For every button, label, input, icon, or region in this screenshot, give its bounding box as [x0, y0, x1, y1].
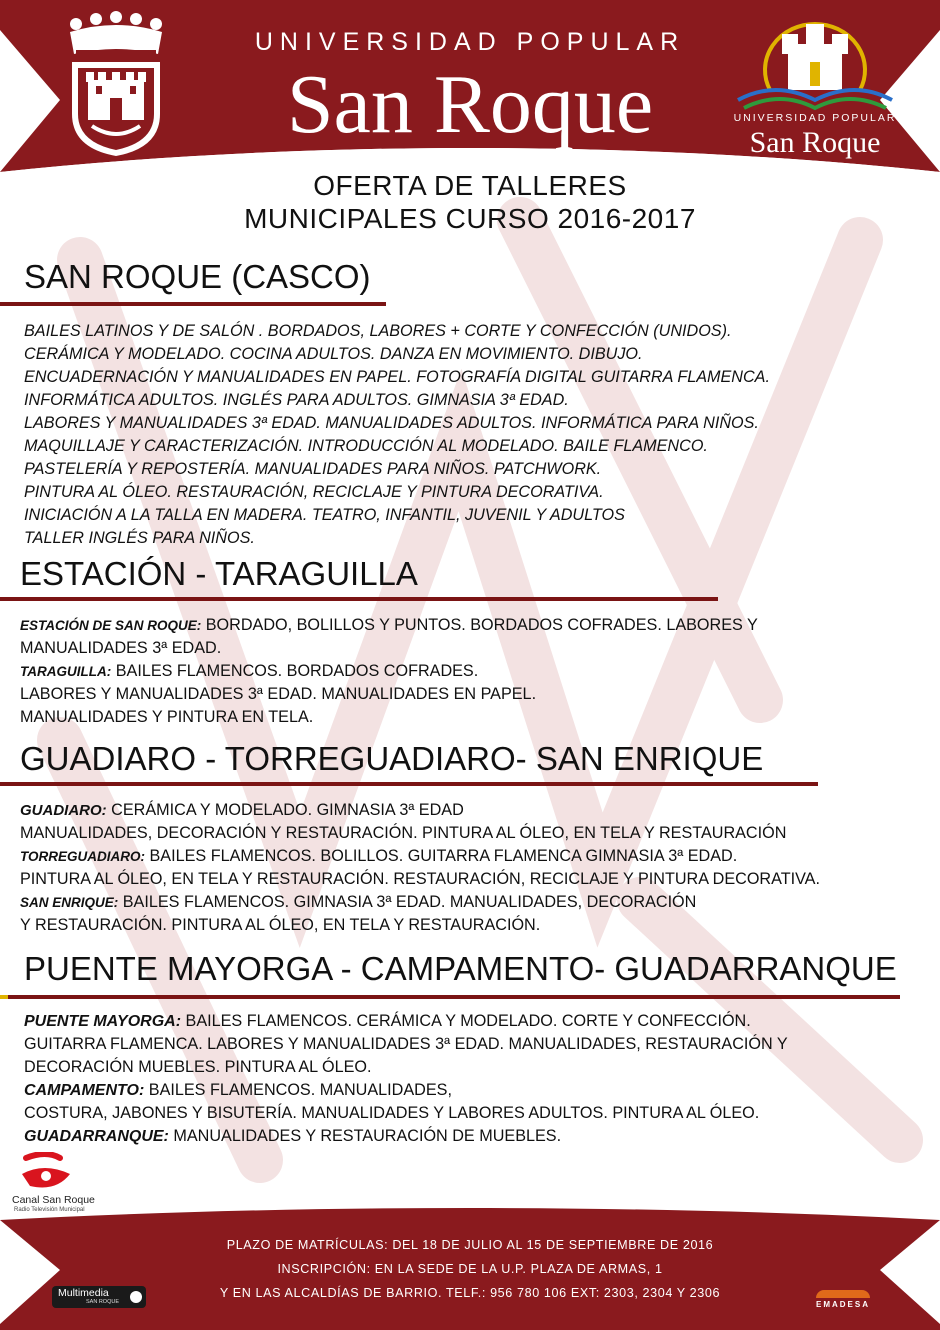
canal-san-roque-name: Canal San Roque [12, 1194, 95, 1206]
footer-contact: Y EN LAS ALCALDÍAS DE BARRIO. TELF.: 956 780 106 EXT: 2303, 2304 Y 2306 [219, 1286, 721, 1300]
section-title-estacion: ESTACIÓN - TARAGUILLA [20, 555, 418, 592]
workshop-text: CERÁMICA Y MODELADO. GIMNASIA 3ª EDAD [106, 801, 464, 819]
workshop-text: BAILES FLAMENCOS. CERÁMICA Y MODELADO. CORTE Y CONFECCIÓN. [181, 1012, 751, 1030]
guadiaro-workshops [20, 799, 930, 937]
section-title-puente-mayorga: PUENTE MAYORGA - CAMPAMENTO- GUADARRANQUE [24, 950, 897, 987]
location-label: TARAGUILLA: [20, 664, 112, 679]
workshop-text: BAILES FLAMENCOS. MANUALIDADES, [144, 1081, 452, 1099]
workshop-text: COSTURA, JABONES Y BISUTERÍA. MANUALIDADES Y LABORES ADULTOS. PINTURA AL ÓLEO. [24, 1104, 760, 1122]
workshop-text: MANUALIDADES Y RESTAURACIÓN DE MUEBLES. [168, 1127, 562, 1145]
rule-accent [0, 995, 8, 999]
workshop-text: BAILES FLAMENCOS. GIMNASIA 3ª EDAD. MANUALIDADES, DECORACIÓN [118, 893, 697, 911]
multimedia-sub: SAN ROQUE [86, 1299, 120, 1305]
section-rule [0, 597, 718, 601]
emadesa-sun-icon [816, 1290, 870, 1298]
section-rule [0, 995, 900, 999]
workshop-text: PINTURA AL ÓLEO, EN TELA Y RESTAURACIÓN. RESTAURACIÓN, RECICLAJE Y PINTURA DECORATIVA. [20, 870, 820, 888]
workshop-line: TALLER INGLÉS PARA NIÑOS. [24, 529, 255, 547]
logo-subtitle: UNIVERSIDAD POPULAR [733, 112, 897, 124]
workshop-line: CERÁMICA Y MODELADO. COCINA ADULTOS. DANZA EN MOVIMIENTO. DIBUJO. [24, 345, 643, 363]
location-label: PUENTE MAYORGA: [24, 1013, 182, 1030]
section-title-guadiaro: GUADIARO - TORREGUADIARO- SAN ENRIQUE [20, 740, 764, 777]
section-title-san-roque: SAN ROQUE (CASCO) [24, 258, 371, 295]
location-label: CAMPAMENTO: [24, 1082, 145, 1099]
coat-of-arms-icon [62, 10, 170, 160]
workshop-text: MANUALIDADES, DECORACIÓN Y RESTAURACIÓN. PINTURA AL ÓLEO, EN TELA Y RESTAURACIÓN [20, 824, 787, 842]
workshop-text: GUITARRA FLAMENCA. LABORES Y MANUALIDADES 3ª EDAD. MANUALIDADES, RESTAURACIÓN Y [24, 1035, 788, 1053]
town-title: San Roque [286, 58, 654, 151]
puente-mayorga-workshops [24, 1010, 924, 1148]
workshop-text: MANUALIDADES 3ª EDAD. [20, 639, 222, 657]
footer-enrollment-dates: PLAZO DE MATRÍCULAS: DEL 18 DE JULIO AL 15 DE SEPTIEMBRE DE 2016 [226, 1238, 714, 1252]
workshop-text: BAILES FLAMENCOS. BORDADOS COFRADES. [111, 662, 479, 680]
workshop-line: MAQUILLAJE Y CARACTERIZACIÓN. INTRODUCCIÓN AL MODELADO. BAILE FLAMENCO. [24, 437, 708, 455]
workshop-text: BAILES FLAMENCOS. BOLILLOS. GUITARRA FLAMENCA GIMNASIA 3ª EDAD. [145, 847, 738, 865]
workshop-line: LABORES Y MANUALIDADES 3ª EDAD. MANUALIDADES ADULTOS. INFORMÁTICA PARA NIÑOS. [24, 414, 759, 432]
multimedia-swirl-icon [130, 1291, 142, 1303]
workshop-line: ENCUADERNACIÓN Y MANUALIDADES EN PAPEL. FOTOGRAFÍA DIGITAL GUITARRA FLAMENCA. [24, 368, 770, 386]
workshop-text: Y RESTAURACIÓN. PINTURA AL ÓLEO, EN TELA Y RESTAURACIÓN. [20, 916, 541, 934]
san-roque-workshops [24, 320, 924, 550]
logo-title: San Roque [749, 126, 881, 159]
location-label: GUADIARO: [20, 802, 107, 819]
workshop-text: DECORACIÓN MUEBLES. PINTURA AL ÓLEO. [24, 1058, 372, 1076]
multimedia-label: Multimedia [58, 1287, 109, 1299]
multimedia-logo [52, 1286, 146, 1308]
workshop-text: LABORES Y MANUALIDADES 3ª EDAD. MANUALIDADES EN PAPEL. [20, 685, 537, 703]
offer-title-line2: MUNICIPALES CURSO 2016-2017 [244, 203, 696, 234]
canal-san-roque-sub: Radio Televisión Municipal [14, 1207, 85, 1213]
estacion-workshops [20, 614, 920, 729]
workshop-line: PINTURA AL ÓLEO. RESTAURACIÓN, RECICLAJE Y PINTURA DECORATIVA. [24, 483, 604, 501]
location-label: SAN ENRIQUE: [20, 895, 119, 910]
section-rule [0, 782, 818, 786]
workshop-line: INFORMÁTICA ADULTOS. INGLÉS PARA ADULTOS. GIMNASIA 3ª EDAD. [24, 391, 569, 409]
org-line: UNIVERSIDAD POPULAR [254, 28, 686, 56]
emadesa-logo [806, 1290, 880, 1314]
footer-inscription: INSCRIPCIÓN: EN LA SEDE DE LA U.P. PLAZA DE ARMAS, 1 [277, 1262, 663, 1276]
workshop-line: INICIACIÓN A LA TALLA EN MADERA. TEATRO, INFANTIL, JUVENIL Y ADULTOS [24, 506, 625, 524]
section-rule [0, 302, 386, 306]
location-label: ESTACIÓN DE SAN ROQUE: [20, 618, 202, 633]
canal-san-roque-logo-icon [16, 1152, 76, 1192]
workshop-line: BAILES LATINOS Y DE SALÓN . BORDADOS, LABORES + CORTE Y CONFECCIÓN (UNIDOS). [24, 322, 732, 340]
location-label: TORREGUADIARO: [20, 849, 146, 864]
offer-title-line1: OFERTA DE TALLERES [313, 170, 627, 201]
emadesa-label: EMADESA [815, 1300, 870, 1309]
universidad-popular-logo-icon [730, 10, 900, 115]
location-label: GUADARRANQUE: [24, 1128, 169, 1145]
workshop-text: MANUALIDADES Y PINTURA EN TELA. [20, 708, 314, 726]
workshop-text: BORDADO, BOLILLOS Y PUNTOS. BORDADOS COFRADES. LABORES Y [201, 616, 758, 634]
workshop-line: PASTELERÍA Y REPOSTERÍA. MANUALIDADES PARA NIÑOS. PATCHWORK. [24, 460, 602, 478]
